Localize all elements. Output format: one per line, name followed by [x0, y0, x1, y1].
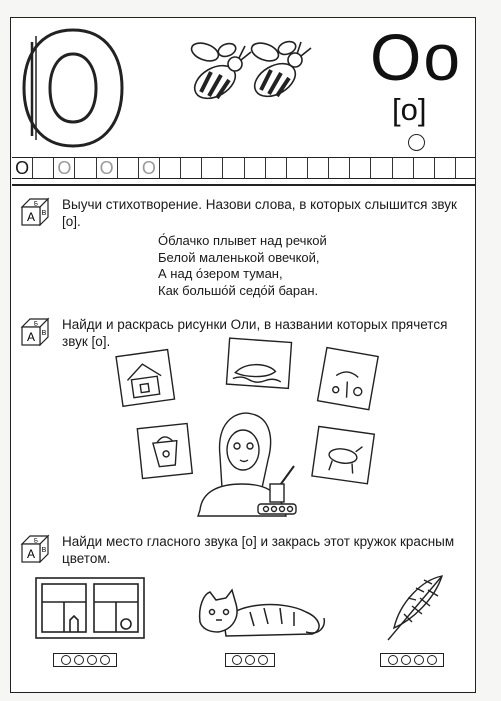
cube-letter: Б: [34, 201, 38, 208]
feather-icon: [382, 572, 452, 644]
handwriting-cell[interactable]: [75, 158, 96, 178]
bucket-drawing-icon: [137, 424, 192, 479]
poem: [158, 233, 327, 299]
handwriting-cell[interactable]: [33, 158, 54, 178]
sound-circle[interactable]: [100, 655, 110, 665]
poem-line: О́блачко плывет над речкой: [158, 233, 327, 248]
window-icon: [34, 576, 146, 640]
sound-circles-window: [53, 653, 117, 667]
handwriting-cell[interactable]: [435, 158, 456, 178]
abc-cube-icon: [20, 196, 50, 226]
cube-letter: Б: [34, 538, 38, 545]
cat-icon: [194, 582, 329, 640]
task-2-instruction: Найди и раскрась рисунки Оли, в названии которых прячется звук [о].: [62, 317, 448, 349]
vowel-sound-circle: [408, 134, 425, 151]
poem-line: А над о́зером туман,: [158, 266, 283, 281]
handwriting-cell[interactable]: [308, 158, 329, 178]
handwriting-cell[interactable]: [393, 158, 414, 178]
letter-title: Оо: [370, 20, 463, 94]
handwriting-cell[interactable]: О: [97, 158, 118, 178]
sound-circle[interactable]: [414, 655, 424, 665]
handwriting-cell[interactable]: О: [54, 158, 75, 178]
handwriting-cell[interactable]: [223, 158, 244, 178]
section-divider: [12, 184, 476, 186]
cube-letter: Б: [34, 321, 38, 328]
sound-circle[interactable]: [388, 655, 398, 665]
sound-circles-cat: [225, 653, 275, 667]
abc-cube-icon: [20, 533, 50, 563]
poem-line: Белой маленькой овечкой,: [158, 249, 320, 265]
handwriting-cell[interactable]: [456, 158, 476, 178]
handwriting-cell[interactable]: О: [12, 158, 33, 178]
whale-drawing-icon: [226, 338, 291, 388]
cube-letter: А: [26, 210, 36, 224]
sound-circle[interactable]: [245, 655, 255, 665]
cube-letter: А: [26, 547, 36, 561]
handwriting-cell[interactable]: [245, 158, 266, 178]
handwriting-cell[interactable]: [329, 158, 350, 178]
poem-line: Как большо́й седо́й баран.: [158, 282, 319, 298]
sound-circle[interactable]: [74, 655, 84, 665]
sound-circle[interactable]: [232, 655, 242, 665]
sound-circle[interactable]: [87, 655, 97, 665]
big-letter-o-outline: [22, 28, 124, 148]
island-drawing-icon: [318, 348, 379, 410]
handwriting-cell[interactable]: О: [139, 158, 160, 178]
handwriting-cell[interactable]: [266, 158, 287, 178]
two-bees-illustration: [183, 38, 318, 110]
handwriting-cell[interactable]: [350, 158, 371, 178]
handwriting-cell[interactable]: [414, 158, 435, 178]
handwriting-cell[interactable]: [118, 158, 139, 178]
task-1-instruction: Выучи стихотворение. Назови слова, в которых слышится звук [о].: [62, 197, 457, 229]
sound-circle[interactable]: [61, 655, 71, 665]
cube-letter: В: [41, 547, 47, 554]
goat-drawing-icon: [312, 426, 374, 483]
handwriting-practice-row: [12, 157, 476, 179]
abc-cube-icon: [20, 316, 50, 346]
girl-drawing-icon: [198, 413, 296, 516]
cube-letter: А: [26, 330, 36, 344]
cube-letter: В: [41, 210, 47, 217]
house-drawing-icon: [116, 350, 174, 407]
handwriting-cell[interactable]: [160, 158, 181, 178]
task-3-instruction: Найди место гласного звука [о] и закрась этот кружок красным цветом.: [62, 534, 455, 566]
handwriting-cell[interactable]: [371, 158, 392, 178]
handwriting-cell[interactable]: [181, 158, 202, 178]
sound-transcription: [о]: [392, 92, 427, 127]
sound-circle[interactable]: [427, 655, 437, 665]
sound-circles-feather: [380, 653, 444, 667]
handwriting-cell[interactable]: [287, 158, 308, 178]
cube-letter: В: [41, 330, 47, 337]
sound-circle[interactable]: [258, 655, 268, 665]
olya-drawings-illustration: [110, 338, 380, 520]
sound-circle[interactable]: [401, 655, 411, 665]
handwriting-cell[interactable]: [202, 158, 223, 178]
